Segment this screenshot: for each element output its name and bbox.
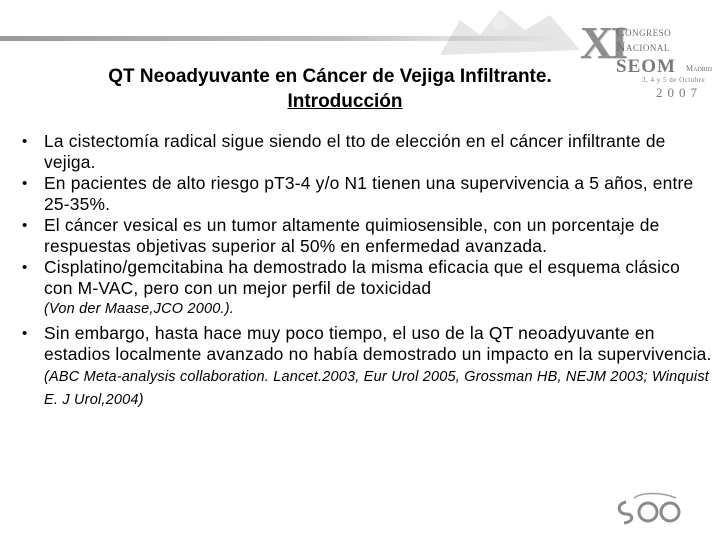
bullet-citation: (ABC Meta-analysis collaboration. Lancet.2003, Eur Urol 2005, Grossman HB, NEJM 2003; Winquist E. J Urol,2004) — [44, 369, 710, 408]
logo-congreso: Congreso — [616, 24, 672, 39]
bullet-text: La cistectomía radical sigue siendo el tto de elección en el cáncer infiltrante de vejiga. — [44, 131, 666, 172]
logo-dates: 3, 4 y 5 de Octubre — [642, 76, 706, 84]
bullet-item — [22, 323, 712, 411]
bullet-text: Cisplatino/gemcitabina ha demostrado la misma eficacia que el esquema clásico con M-VAC, pero con un mejor perfil de toxicidad — [44, 257, 680, 298]
logo-nacional: Nacional — [616, 39, 670, 54]
bullet-dot-icon: • — [22, 175, 28, 192]
slide-title — [0, 64, 660, 114]
bullet-item — [22, 215, 712, 257]
bullet-text: Sin embargo, hasta hace muy poco tiempo, el uso de la QT neoadyuvante en estadios localmente avanzado no había demostrado un impacto en la supervivencia. — [44, 323, 712, 364]
bullet-citation: (Von der Maase,JCO 2000.). — [44, 301, 235, 317]
bullet-dot-icon: • — [22, 133, 28, 150]
bullet-item — [22, 173, 712, 215]
bullet-dot-icon: • — [22, 217, 28, 234]
bullet-list — [22, 131, 712, 411]
seom-logo-icon — [612, 490, 692, 530]
logo-seom: SEOM — [616, 56, 676, 77]
bullet-item — [22, 131, 712, 173]
bullet-item — [22, 257, 712, 319]
logo-congreso-text — [616, 24, 671, 54]
bullet-text: En pacientes de alto riesgo pT3-4 y/o N1 tienen una supervivencia a 5 años, entre 25-35%. — [44, 173, 694, 214]
slide-title-line1: QT Neoadyuvante en Cáncer de Vejiga Infiltrante. — [108, 66, 552, 87]
slide-title-line2: Introducción — [287, 91, 403, 112]
building-watermark — [430, 0, 590, 60]
bullet-text: El cáncer vesical es un tumor altamente quimiosensible, con un porcentaje de respuestas objetivas superior al 50% en enfermedad avanzada. — [44, 215, 660, 256]
logo-year: 2007 — [656, 85, 702, 100]
bullet-dot-icon: • — [22, 325, 28, 342]
bullet-dot-icon: • — [22, 259, 28, 276]
logo-roman-numeral: XI — [580, 17, 626, 68]
logo-madrid: Madrid — [686, 64, 713, 73]
